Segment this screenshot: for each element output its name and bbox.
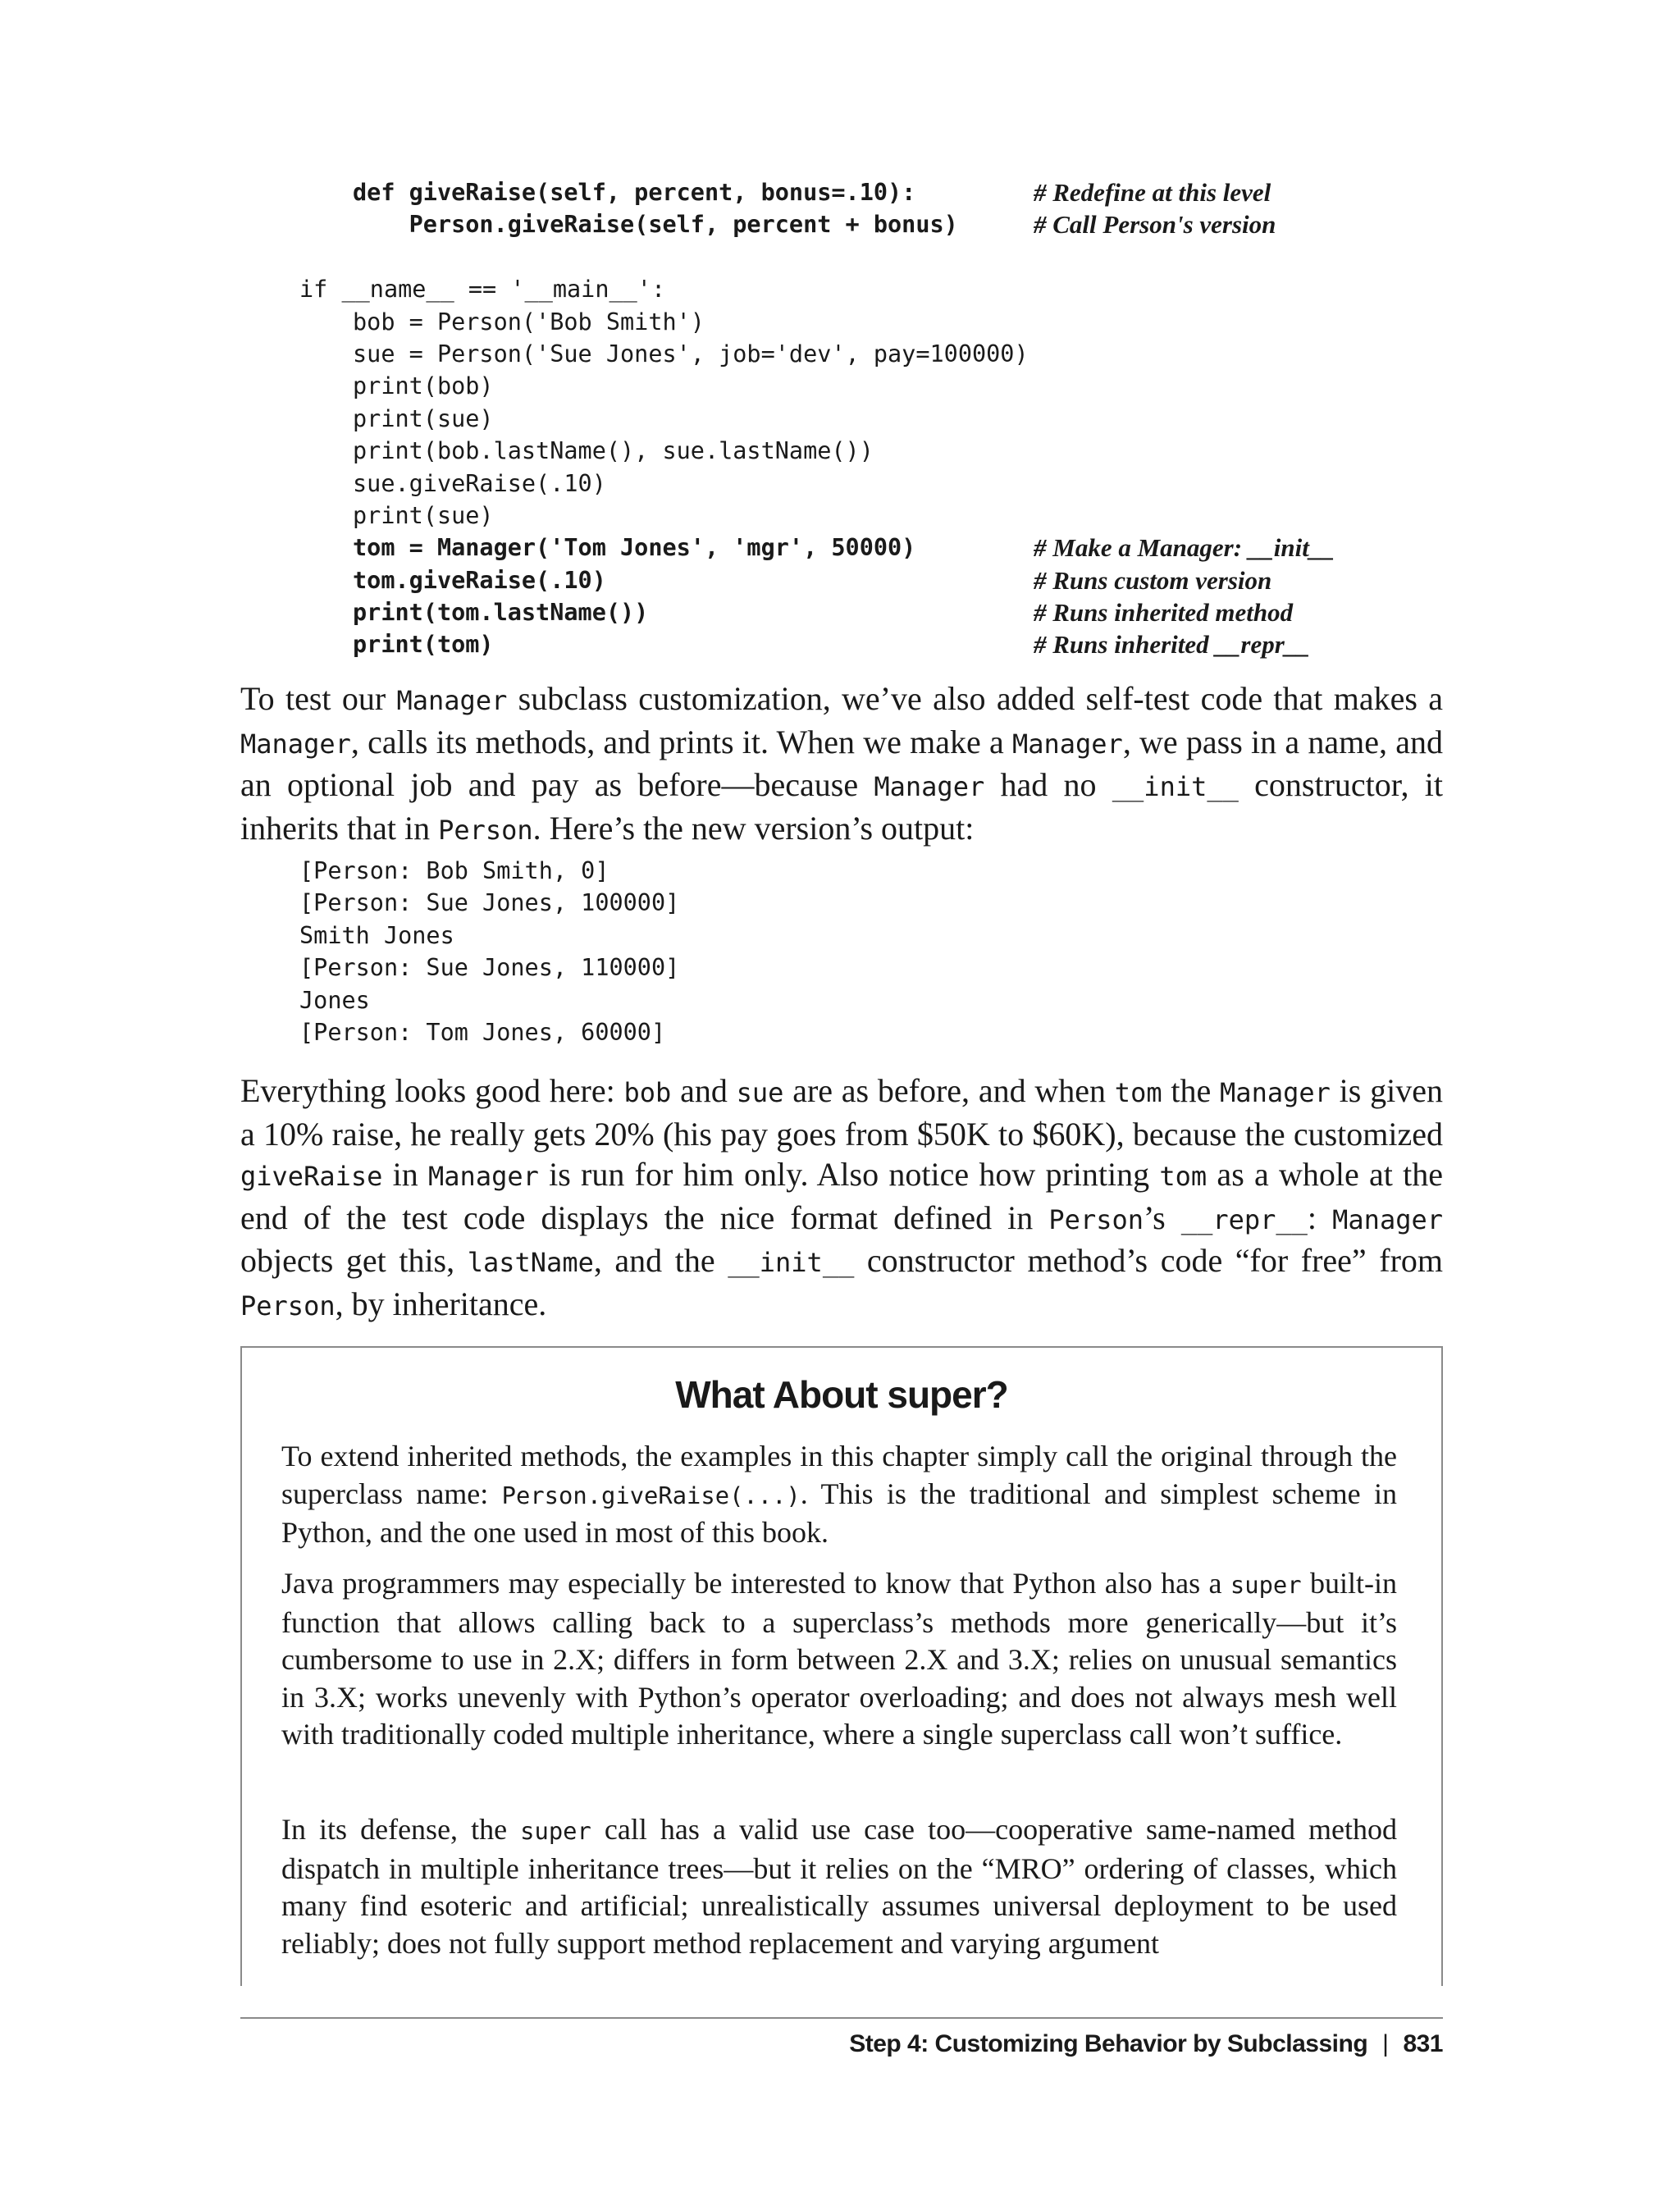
- text-run: . This is the traditional and simplest scheme in Python, and the one used in most of this book.: [281, 1477, 1397, 1549]
- inline-code: Manager: [874, 771, 985, 802]
- text-run: Java programmers may especially be interested to know that Python also has a: [281, 1567, 1230, 1600]
- output-line: Smith Jones: [299, 921, 454, 949]
- inline-code: Manager: [1332, 1203, 1443, 1235]
- code-text: sue.giveRaise(.10): [353, 469, 606, 497]
- inline-code: Person: [240, 1290, 336, 1322]
- text-run: had no: [984, 766, 1112, 803]
- code-text: bob = Person('Bob Smith'): [353, 308, 705, 336]
- text-run: call has a valid use case too—cooperative same-named method dispatch in multiple inheritance trees—but it relies on the “MRO” ordering of classes, which many find esoteric and artificial; unrealistically assumes universal deployment to be used reliably; does not fully support method replacement and varying argument: [281, 1813, 1398, 1960]
- code-comment: # Call Person's version: [1034, 210, 1276, 240]
- text-run: , and the: [593, 1242, 728, 1279]
- code-comment: # Runs custom version: [1034, 565, 1272, 595]
- inline-code: Person: [438, 814, 533, 846]
- text-run: :: [1307, 1198, 1333, 1236]
- inline-code: __init__: [728, 1247, 855, 1278]
- code-text: if __name__ == '__main__':: [299, 276, 666, 304]
- inline-code: lastName: [467, 1247, 594, 1278]
- text-run: is given a 10% raise, he really gets 20% (his pay goes from $50K to $60K), because the customized: [240, 1072, 1443, 1153]
- text-run: as a whole at the end of the test code displays the nice format defined in: [240, 1156, 1443, 1236]
- text-run: and: [671, 1072, 737, 1109]
- footer-section-title: Step 4: Customizing Behavior by Subclassing: [849, 2030, 1368, 2057]
- sidebar-paragraph-1: [281, 1438, 1397, 1552]
- inline-code: Manager: [428, 1161, 539, 1192]
- text-run: , calls its methods, and prints it. When we make a: [350, 723, 1012, 760]
- inline-code: Manager: [1220, 1077, 1331, 1108]
- inline-code: Person.giveRaise(...): [501, 1481, 801, 1509]
- sidebar-paragraph-2: [281, 1565, 1397, 1754]
- text-run: is run for him only. Also notice how printing: [538, 1156, 1160, 1193]
- text-run: subclass customization, we’ve also added self-test code that makes a: [507, 680, 1443, 717]
- text-run: In its defense, the: [281, 1813, 521, 1846]
- code-text: def giveRaise(self, percent, bonus=.10):: [353, 179, 916, 206]
- text-run: , we pass in a name, and an optional job and pay as before—because: [240, 723, 1443, 803]
- sidebar-title: What About super?: [675, 1373, 1008, 1416]
- output-line: Jones: [299, 986, 370, 1014]
- footer-separator: |: [1382, 2030, 1389, 2057]
- sidebar-paragraph-3: [281, 1811, 1397, 1962]
- text-run: . Here’s the new version’s output:: [532, 809, 975, 847]
- text-run: To test our: [240, 680, 397, 717]
- code-text: print(sue): [353, 501, 494, 529]
- output-line: [Person: Bob Smith, 0]: [299, 857, 609, 884]
- code-text: tom = Manager('Tom Jones', 'mgr', 50000): [353, 534, 916, 562]
- code-text: tom.giveRaise(.10): [353, 566, 606, 594]
- inline-code: super: [1230, 1571, 1302, 1599]
- inline-code: sue: [736, 1077, 784, 1108]
- footer-rule: [240, 2017, 1443, 2019]
- code-comment: # Redefine at this level: [1034, 178, 1271, 207]
- inline-code: Manager: [1011, 728, 1123, 760]
- body-paragraph-2: [240, 1071, 1443, 1326]
- sidebar-box: [240, 1346, 1443, 1986]
- inline-code: __init__: [1112, 771, 1239, 802]
- code-comment: # Runs inherited __repr__: [1034, 630, 1310, 660]
- inline-code: bob: [623, 1077, 672, 1108]
- code-text: sue = Person('Sue Jones', job='dev', pay=100000): [353, 340, 1029, 368]
- inline-code: __repr__: [1180, 1203, 1308, 1235]
- page-number: 831: [1403, 2030, 1443, 2057]
- inline-code: Person: [1048, 1203, 1144, 1235]
- text-run: the: [1162, 1072, 1221, 1109]
- output-line: [Person: Sue Jones, 110000]: [299, 954, 680, 982]
- body-paragraph-1: [240, 678, 1443, 851]
- code-text: print(bob): [353, 372, 494, 400]
- code-text: print(tom.lastName()): [353, 599, 649, 627]
- text-run: ’s: [1144, 1198, 1181, 1236]
- inline-code: super: [520, 1817, 591, 1845]
- inline-code: tom: [1114, 1077, 1162, 1108]
- code-comment: # Make a Manager: __init__: [1034, 533, 1335, 563]
- text-run: built-in function that allows calling back to a superclass’s methods more generically—but it’s cumbersome to use in 2.X; differs in form between 2.X and 3.X; relies on unusual semantics in 3.X; works unevenly with Python’s operator overloading; and does not always mesh well with traditionally coded multiple inheritance, where a single superclass call won’t suffice.: [281, 1567, 1397, 1751]
- page-footer: [849, 2030, 1443, 2058]
- inline-code: Manager: [240, 728, 351, 760]
- text-run: , by inheritance.: [335, 1285, 547, 1322]
- code-comment: # Runs inherited method: [1034, 598, 1294, 628]
- text-run: Everything looks good here:: [240, 1072, 624, 1109]
- code-text: print(sue): [353, 404, 494, 432]
- text-run: are as before, and when: [783, 1072, 1115, 1109]
- inline-code: giveRaise: [240, 1161, 383, 1192]
- output-line: [Person: Sue Jones, 100000]: [299, 889, 680, 917]
- code-text: Person.giveRaise(self, percent + bonus): [353, 211, 958, 239]
- text-run: constructor method’s code “for free” from: [854, 1242, 1443, 1279]
- text-run: To extend inherited methods, the examples in this chapter simply call the original through the superclass name:: [281, 1440, 1397, 1510]
- code-text: print(bob.lastName(), sue.lastName()): [353, 437, 874, 465]
- text-run: in: [382, 1156, 429, 1193]
- inline-code: Manager: [396, 685, 508, 716]
- program-output: [299, 855, 679, 1048]
- output-line: [Person: Tom Jones, 60000]: [299, 1019, 666, 1047]
- text-run: objects get this,: [240, 1242, 468, 1279]
- code-text: print(tom): [353, 631, 494, 659]
- inline-code: tom: [1159, 1161, 1208, 1192]
- text-run: constructor, it inherits that in: [240, 766, 1443, 847]
